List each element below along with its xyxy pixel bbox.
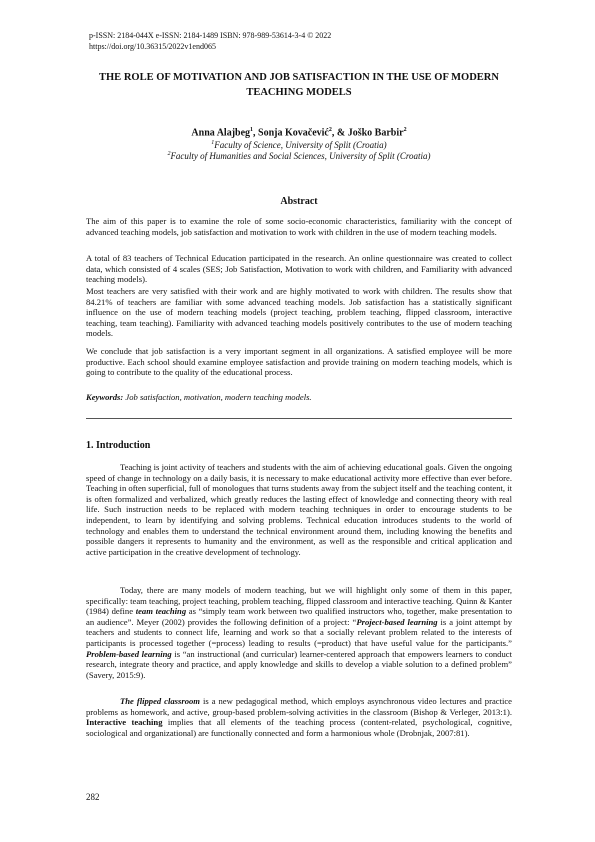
section-divider [86, 418, 512, 419]
abstract-heading: Abstract [280, 196, 318, 207]
abstract-paragraph: The aim of this paper is to examine the role of some socio-economic characteristics, familiarity with the concept of advanced teaching models, job satisfaction and motivation to work with children in the use of modern teaching models. [86, 216, 512, 237]
body-text: is a new pedagogical method, which employs asynchronous video lectures and practice problems as homework, and active, group-based problem-solving activities in the classroom (Bishop & Verleger, 2013:1). [86, 696, 512, 717]
emphasis-term: Project-based learning [356, 616, 438, 627]
author-affil-mark: 1 [250, 127, 254, 133]
affiliation-text: Faculty of Humanities and Social Sciences, University of Split (Croatia) [170, 151, 431, 161]
body-text: implies that all elements of the teaching process (content-related, psychological, cognitive, sociological and organizational) are functionally connected and form a harmonious whole (Drobnjak, 2007:81). [86, 717, 513, 738]
author-name: Sonja Kovačević [258, 127, 329, 139]
affiliation-2 [89, 149, 509, 162]
emphasis-term: Interactive teaching [86, 717, 163, 728]
paper-title: THE ROLE OF MOTIVATION AND JOB SATISFACTION IN THE USE OF MODERN TEACHING MODELS [99, 72, 499, 98]
body-text: as “simply team work between two qualified instructors who, together, make presentation to an audience”. Meyer (2002) provides the following definition of a project: “ [86, 606, 513, 627]
keywords-text: Job satisfaction, motivation, modern teaching models. [123, 392, 312, 402]
body-text: Today, there are many models of modern teaching, but we will highlight only some of them in this paper, specifically: team teaching, project teaching, problem teaching, flipped classroom and interactive teaching. Quinn & Kanter (1984) define [86, 585, 512, 617]
doi-link[interactable]: https://doi.org/10.36315/2022v1end065 [89, 42, 216, 51]
author-separator: , & [331, 127, 348, 139]
affiliation-text: Faculty of Science, University of Split (Croatia) [214, 140, 387, 150]
body-text: is a joint attempt by teachers and students to connect life, learning and work so that a socially relevant problem related to the interests of participants is processed together (=process) leading to results (=product) that have useful value for the participants.” [86, 616, 512, 648]
author-name: Joško Barbir [347, 127, 404, 139]
keywords-label: Keywords: [86, 392, 124, 402]
author-separator: , [253, 127, 259, 139]
emphasis-term: team teaching [135, 606, 187, 617]
affiliation-mark: 1 [211, 140, 215, 146]
keywords [86, 392, 512, 402]
author-affil-mark: 2 [328, 127, 332, 133]
abstract-paragraph: Most teachers are very satisfied with their work and are highly motivated to work with children. The results show that 84.21% of teachers are familiar with some advanced teaching models. Job satisfaction has a statistically significant influence on the use of modern teaching models (project teaching, problem teaching, flipped classroom, interactive teaching, team teaching). Familiarity with advanced teaching models positively contributes to the use of modern teaching models. [86, 286, 512, 339]
emphasis-term: The flipped classroom [120, 696, 200, 706]
issn-line: p-ISSN: 2184-044X e-ISSN: 2184-1489 ISBN: 978-989-53614-3-4 © 2022 [89, 31, 332, 40]
affiliation-mark: 2 [167, 151, 171, 157]
section-heading: 1. Introduction [86, 440, 151, 451]
author-name: Anna Alajbeg [191, 127, 251, 139]
body-paragraph [86, 696, 512, 738]
author-affil-mark: 2 [403, 127, 407, 133]
body-paragraph [86, 585, 512, 680]
abstract-paragraph: We conclude that job satisfaction is a very important segment in all organizations. A satisfied employee will be more productive. Each school should examine employee satisfaction and provide training on modern teaching models, which is going to contribute to the quality of the educational process. [86, 346, 512, 378]
body-text: is “an instructional (and curricular) learner-centered approach that empowers learners to conduct research, integrate theory and practice, and apply knowledge and skills to develop a viable solution to a defined problem” (Savery, 2015:9). [86, 648, 512, 680]
body-paragraph: Teaching is joint activity of teachers and students with the aim of achieving educational goals. Given the ongoing speed of change in technology on a daily basis, it is necessary to make educational activity more effective than ever before. Teaching in often superficial, full of monologues that turns students away from the subject itself and the teaching content, it is often formalized and verbalized, which greatly reduces the lasting effect of knowledge and connecting theory with real life. Such instruction needs to be replaced with modern teaching techniques in order to encourage students to be independent, to learn by identifying and solving problems. Technical education introduces students to the world of technology and enables them to understand the technical environment around them, including knowing the benefits and possible dangers it represents to humanity and the environment, as well as the responsible and critical application and active participation in the creative development of technology. [86, 462, 512, 557]
abstract-paragraph: A total of 83 teachers of Technical Education participated in the research. An online questionnaire was created to collect data, which consisted of 4 scales (SES; Job Satisfaction, Motivation to work with children, and Familiarity with advanced teaching models). [86, 253, 512, 285]
page-number: 282 [86, 792, 100, 802]
emphasis-term: Problem-based learning [86, 648, 172, 659]
